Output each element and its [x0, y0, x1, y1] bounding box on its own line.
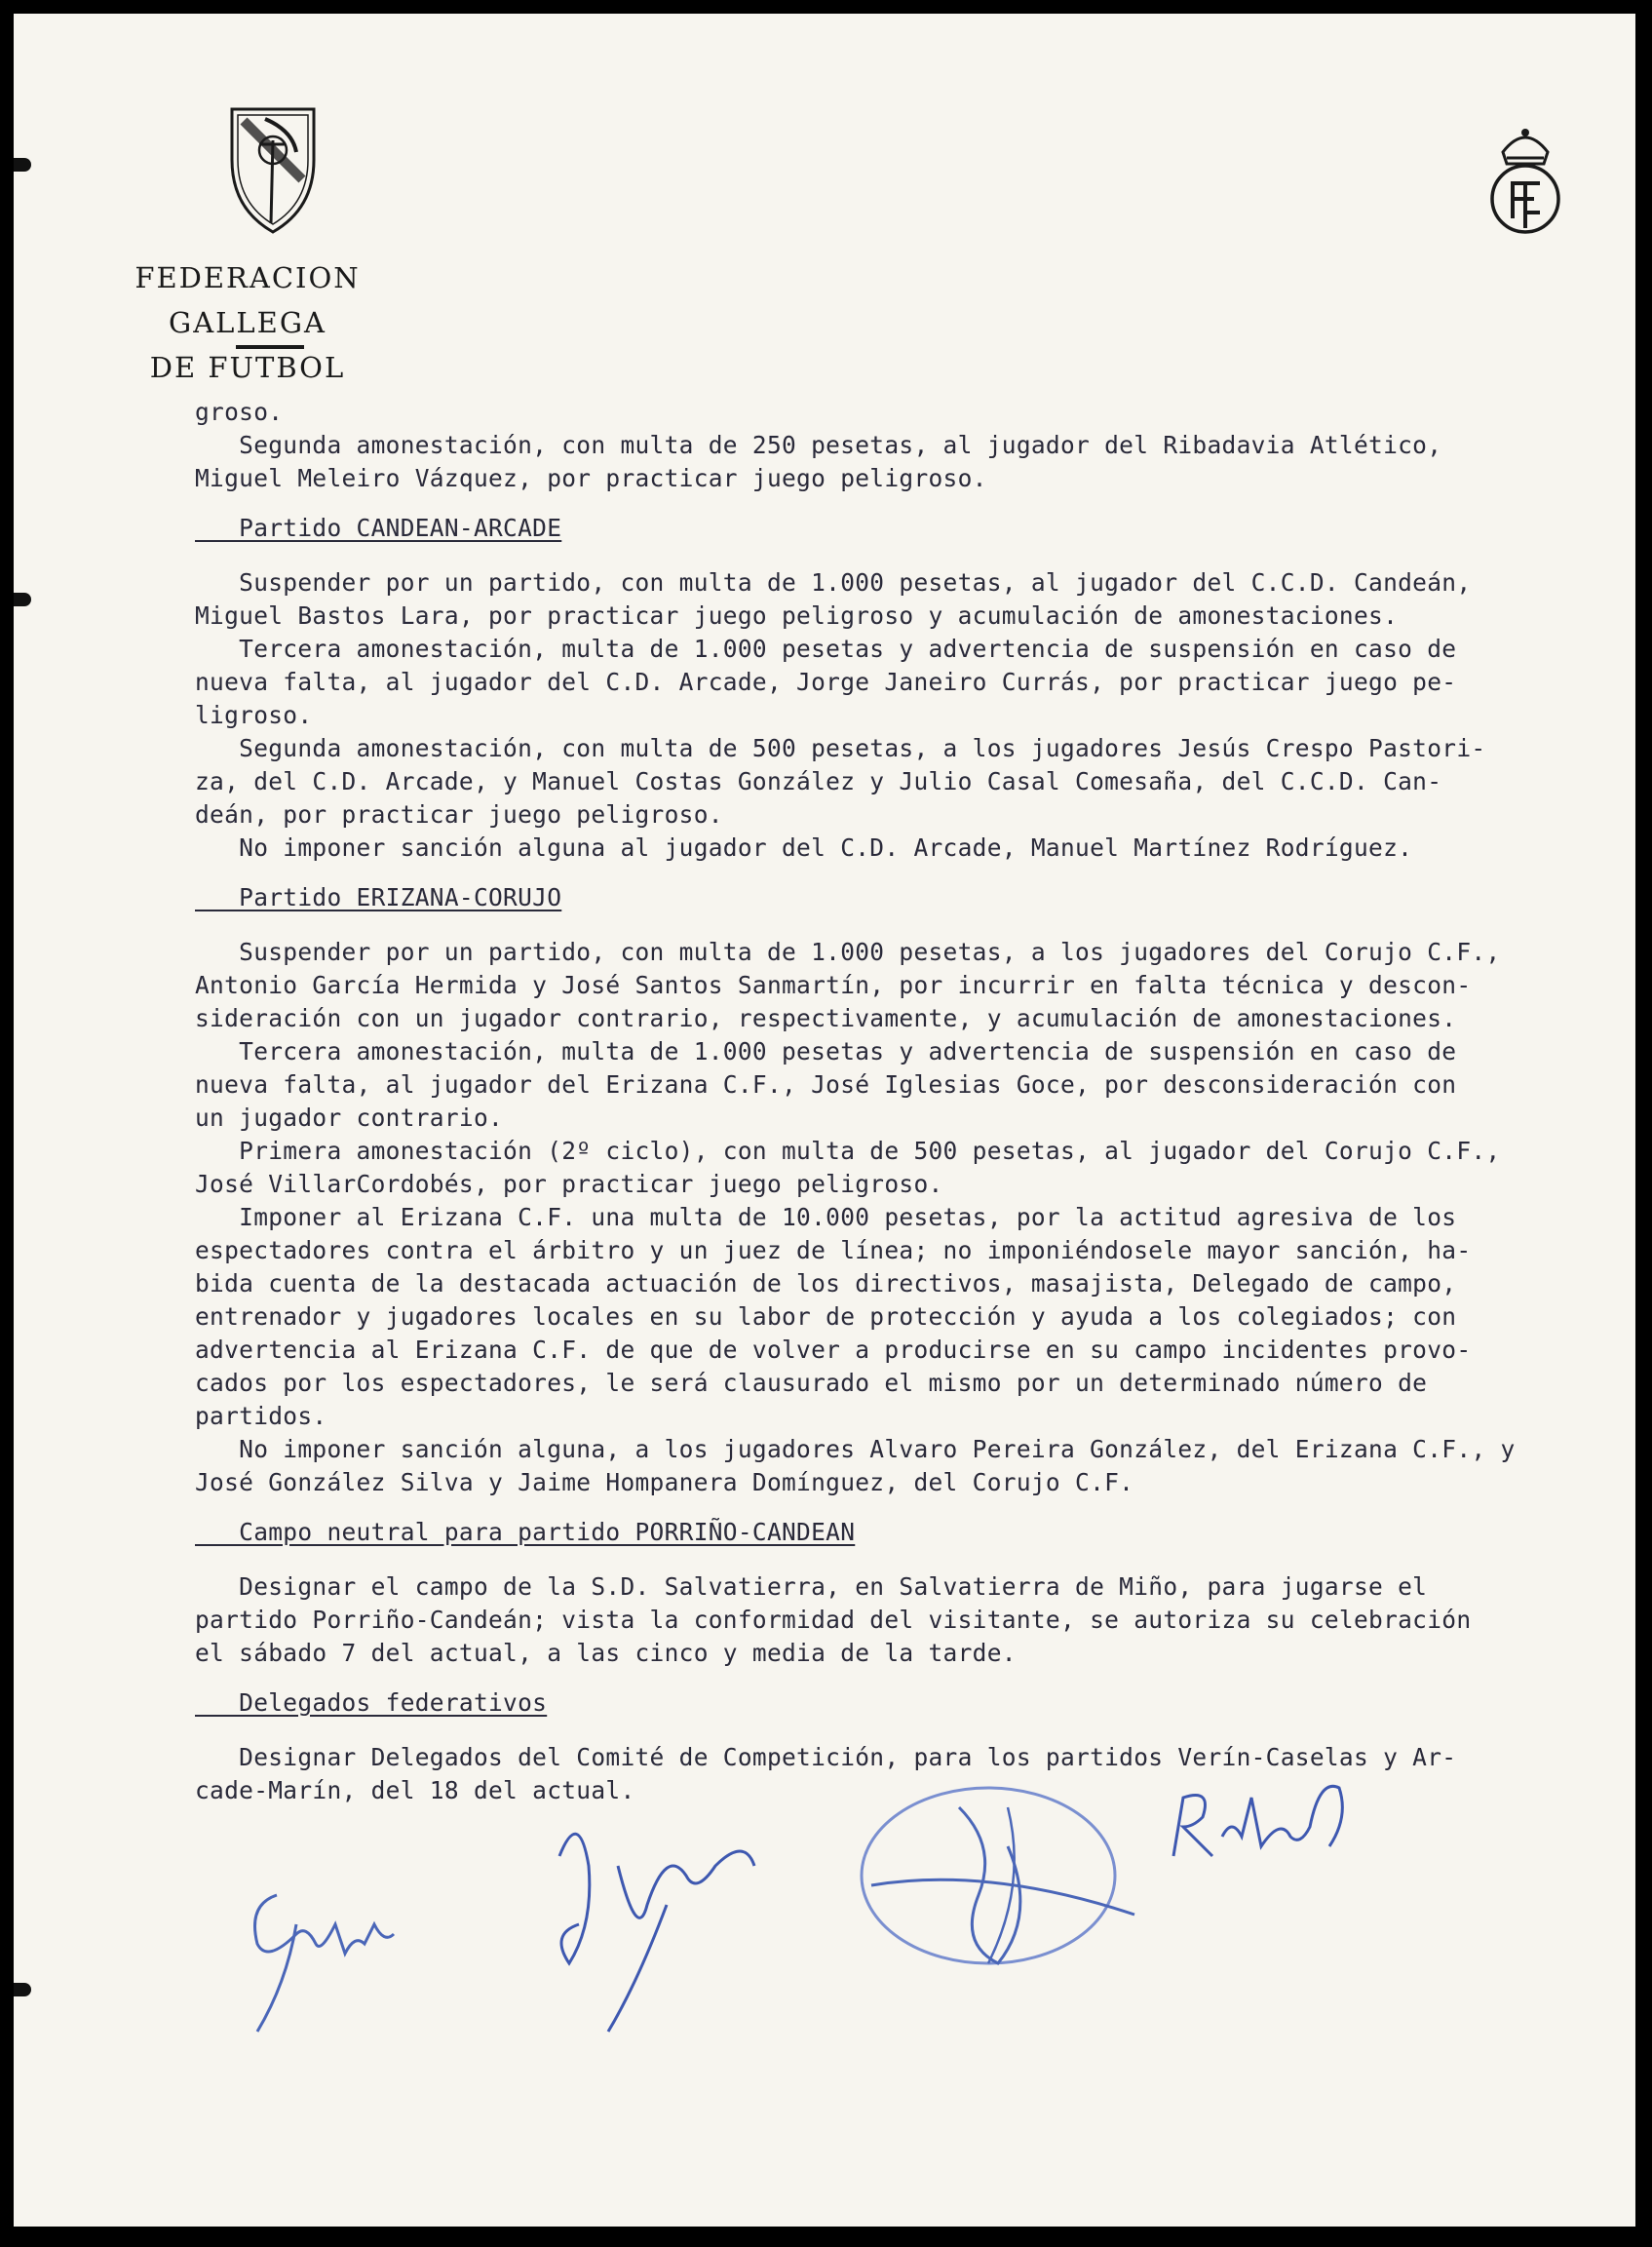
text-line: Segunda amonestación, con multa de 500 pesetas, a los jugadores Jesús Crespo Pastori-: [195, 734, 1486, 762]
text-line: Miguel Meleiro Vázquez, por practicar juego peligroso.: [195, 464, 987, 492]
letterhead-line-2: DE FUTBOL: [149, 351, 346, 384]
section-heading: Delegados federativos: [195, 1688, 548, 1717]
letterhead-rule: [236, 345, 304, 349]
text-line: Imponer al Erizana C.F. una multa de 10.000 pesetas, por la actitud agresiva de los: [195, 1203, 1457, 1231]
text-line: entrenador y jugadores locales en su labor de protección y ayuda a los colegiados; con: [195, 1302, 1457, 1331]
text-line: cados por los espectadores, le será clausurado el mismo por un determinado número de: [195, 1369, 1428, 1397]
text-line: sideración con un jugador contrario, respectivamente, y acumulación de amonestaciones.: [195, 1004, 1457, 1032]
signature-2: [520, 1788, 784, 2051]
federation-shield-logo: [224, 101, 322, 238]
signature-4: [1154, 1759, 1378, 1876]
document-body: [195, 396, 1628, 1807]
text-line: José VillarCordobés, por practicar juego peligroso.: [195, 1170, 943, 1198]
text-line: espectadores contra el árbitro y un juez de línea; no imponiéndosele mayor sanción, ha-: [195, 1236, 1472, 1264]
text-line: partido Porriño-Candeán; vista la conformidad del visitante, se autoriza su celebración: [195, 1606, 1472, 1634]
text-line: Designar Delegados del Comité de Competición, para los partidos Verín-Caselas y Ar-: [195, 1743, 1457, 1771]
section-heading: Campo neutral para partido PORRIÑO-CANDEAN: [195, 1518, 856, 1546]
text-line: partidos.: [195, 1402, 327, 1430]
text-line: un jugador contrario.: [195, 1104, 504, 1132]
text-line: za, del C.D. Arcade, y Manuel Costas González y Julio Casal Comesaña, del C.C.D. Can-: [195, 767, 1442, 795]
section-heading: Partido CANDEAN-ARCADE: [195, 514, 562, 542]
signature-3-stamp: [842, 1768, 1164, 1983]
text-line: Antonio García Hermida y José Santos Sanmartín, por incurrir en falta técnica y descon-: [195, 971, 1472, 999]
text-line: advertencia al Erizana C.F. de que de volver a producirse en su campo incidentes provo-: [195, 1336, 1472, 1364]
text-line: Miguel Bastos Lara, por practicar juego peligroso y acumulación de amonestaciones.: [195, 601, 1399, 630]
text-line: Suspender por un partido, con multa de 1.000 pesetas, al jugador del C.C.D. Candeán,: [195, 568, 1472, 597]
text-line: el sábado 7 del actual, a las cinco y media de la tarde.: [195, 1639, 1017, 1667]
text-line: nueva falta, al jugador del Erizana C.F., José Iglesias Goce, por desconsideración con: [195, 1070, 1457, 1099]
text-line: Segunda amonestación, con multa de 250 pesetas, al jugador del Ribadavia Atlético,: [195, 431, 1442, 459]
signature-1: [238, 1866, 423, 2041]
text-line: Tercera amonestación, multa de 1.000 pesetas y advertencia de suspensión en caso de: [195, 635, 1457, 663]
binder-hole: [14, 158, 31, 172]
text-line: Designar el campo de la S.D. Salvatierra, en Salvatierra de Miño, para jugarse el: [195, 1572, 1428, 1601]
document-page: [14, 14, 1635, 2227]
text-line: ligroso.: [195, 701, 313, 729]
signature-area: [14, 1749, 1635, 2071]
text-line: José González Silva y Jaime Hompanera Domínguez, del Corujo C.F.: [195, 1468, 1134, 1496]
binder-hole: [14, 593, 31, 606]
text-line: cade-Marín, del 18 del actual.: [195, 1776, 635, 1804]
crown-emblem-logo: [1481, 123, 1569, 240]
text-line: deán, por practicar juego peligroso.: [195, 800, 723, 829]
text-line: Primera amonestación (2º ciclo), con multa de 500 pesetas, al jugador del Corujo C.F.,: [195, 1137, 1501, 1165]
letterhead-line-1: FEDERACION GALLEGA: [134, 261, 361, 339]
letterhead-title: [72, 255, 423, 390]
text-line: nueva falta, al jugador del C.D. Arcade, Jorge Janeiro Currás, por practicar juego pe-: [195, 668, 1457, 696]
text-line: No imponer sanción alguna al jugador del C.D. Arcade, Manuel Martínez Rodríguez.: [195, 833, 1413, 862]
text-line: bida cuenta de la destacada actuación de los directivos, masajista, Delegado de campo,: [195, 1269, 1457, 1298]
text-line: No imponer sanción alguna, a los jugadores Alvaro Pereira González, del Erizana C.F., y: [195, 1435, 1516, 1463]
section-heading: Partido ERIZANA-CORUJO: [195, 883, 562, 911]
text-line: Tercera amonestación, multa de 1.000 pesetas y advertencia de suspensión en caso de: [195, 1037, 1457, 1065]
text-line: Suspender por un partido, con multa de 1.000 pesetas, a los jugadores del Corujo C.F.,: [195, 938, 1501, 966]
text-line: groso.: [195, 398, 284, 426]
